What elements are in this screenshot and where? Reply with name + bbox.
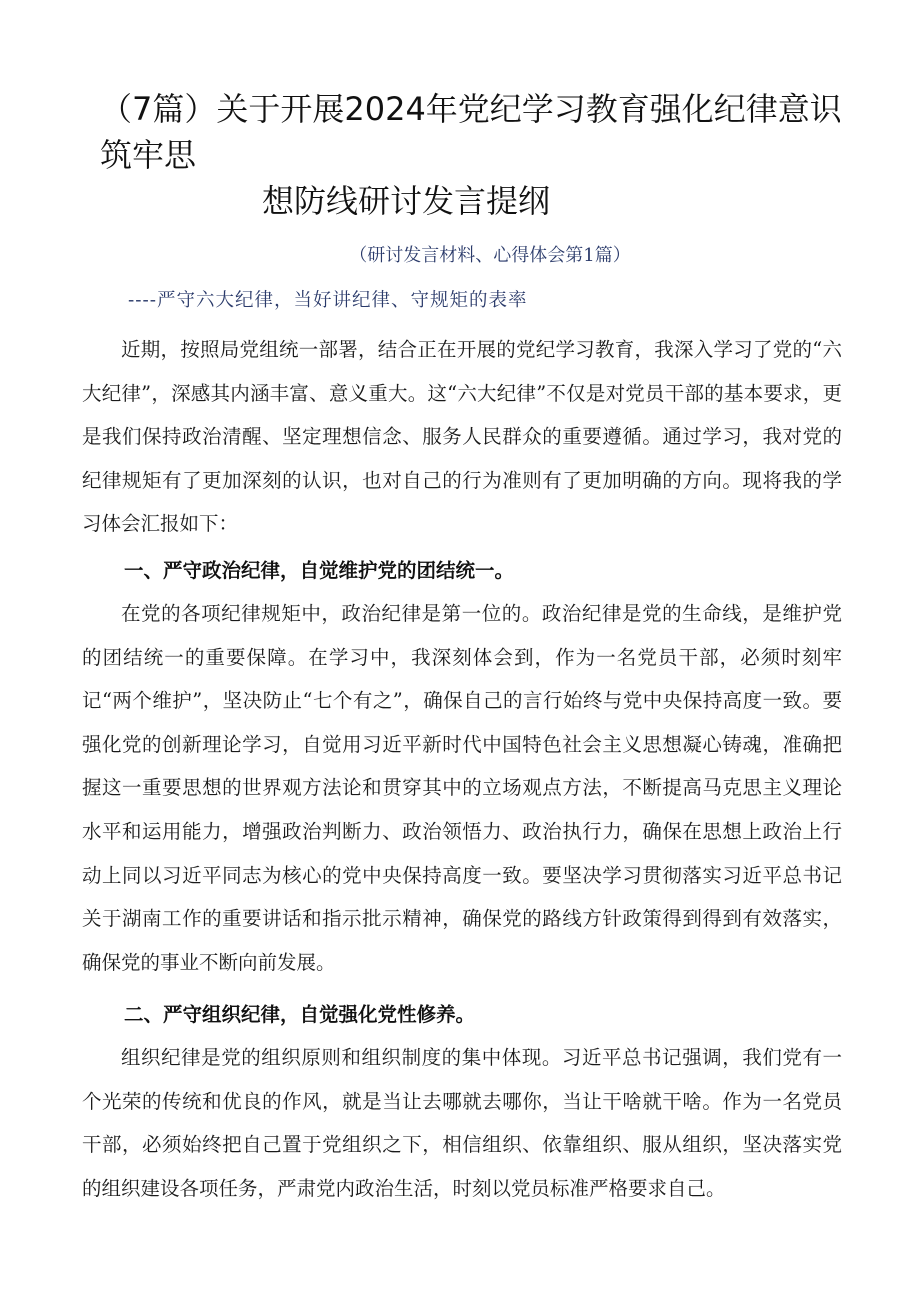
section-1-heading: 一、严守政治纪律，自觉维护党的团结统一。 — [124, 559, 515, 582]
document-subtitle: （研讨发言材料、心得体会第1篇） — [349, 245, 631, 266]
document-theme-line: ----严守六大纪律，当好讲纪律、守规矩的表率 — [128, 290, 528, 311]
title-line-2: 想防线研讨发言提纲 — [262, 182, 551, 220]
title-line-1: （7篇）关于开展2024年党纪学习教育强化纪律意识筑牢思 — [100, 90, 842, 174]
section-1-body-text: 政治纪律是党的生命线，是维护党的团结统一的重要保障。在学习中，我深刻体会到，作为一名党员干部，必须时刻牢记“两个维护”，坚决防止“七个有之”，确保自己的言行始终与党中央保持高度一致。要强化党的创新理论学习，自觉用习近平新时代中国特色社会主义思想凝心铸魂，准确把握这一重要思想的世界观方法论和贯穿其中的立场观点方法，不断提高马克思主义理论水平和运用能力，增强政治判断力、政治领悟力、政治执行力，确保在思想上政治上行动上同以习近平同志为核心的党中央保持高度一致。要坚决学习贯彻落实习近平总书记关于湖南工作的重要讲话和指示批示精神，确保党的路线方针政策得到得到有效落实，确保党的事业不断向前发展。 — [82, 602, 842, 974]
section-1-lead-sentence: 在党的各项纪律规矩中，政治纪律是第一位的。 — [121, 602, 542, 625]
section-2-heading: 二、严守组织纪律，自觉强化党性修养。 — [124, 1003, 476, 1026]
document-title — [100, 86, 870, 224]
section-2-paragraph: 组织纪律是党的组织原则和组织制度的集中体现。习近平总书记强调，我们党有一个光荣的传统和优良的作风，就是当让去哪就去哪你，当让干啥就干啥。作为一名党员干部，必须始终把自己置于党组织之下，相信组织、依靠组织、服从组织，坚决落实党的组织建设各项任务，严肃党内政治生活，时刻以党员标准严格要求自己。 — [82, 1046, 842, 1200]
intro-paragraph: 近期，按照局党组统一部署，结合正在开展的党纪学习教育，我深入学习了党的“六大纪律”，深感其内涵丰富、意义重大。这“六大纪律”不仅是对党员干部的基本要求，更是我们保持政治清醒、坚定理想信念、服务人民群众的重要遵循。通过学习，我对党的纪律规矩有了更加深刻的认识，也对自己的行为准则有了更加明确的方向。现将我的学习体会汇报如下： — [82, 338, 842, 536]
section-1-paragraph — [82, 592, 842, 984]
